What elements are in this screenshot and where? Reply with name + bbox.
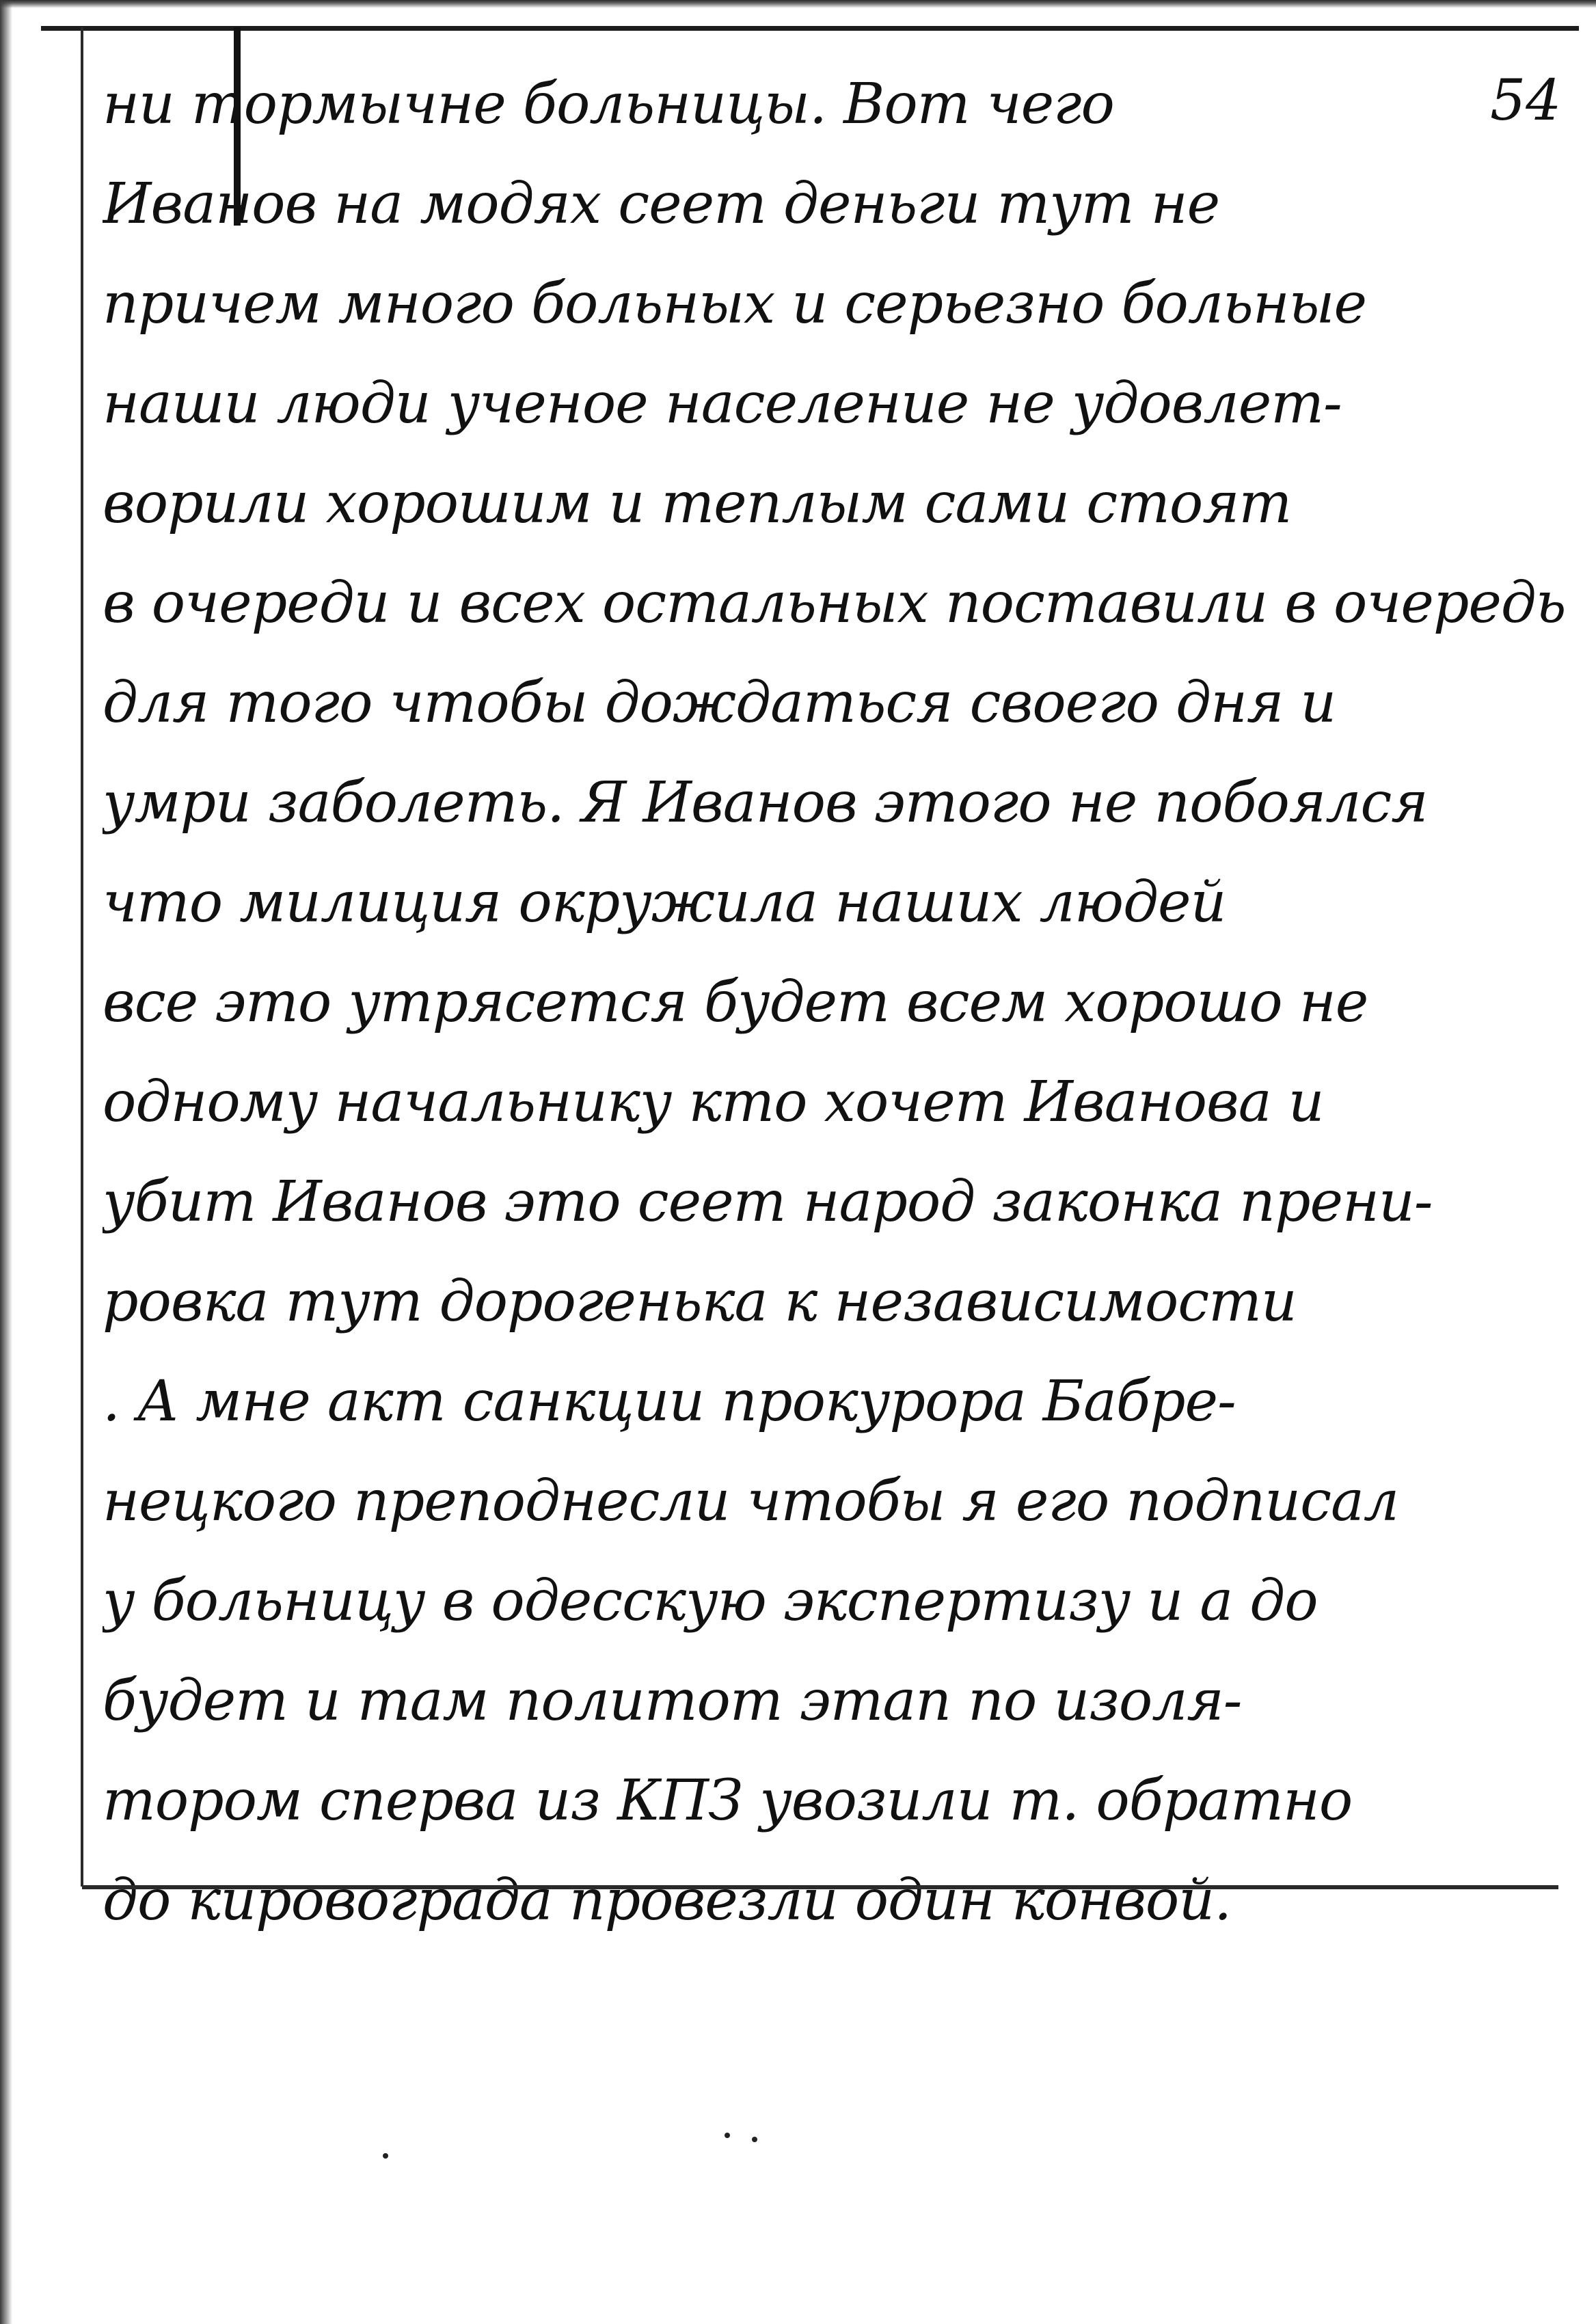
text-line: Иванов на модях сеет деньги тут не: [103, 172, 1220, 237]
text-line: тором сперва из КПЗ увозили т. обратно: [103, 1768, 1353, 1833]
text-line: будет и там политот этап по изоля-: [103, 1668, 1242, 1733]
ink-speck: [725, 2133, 730, 2138]
text-line: нецкого преподнесли чтобы я его подписал: [103, 1469, 1399, 1534]
text-line: до кировограда провезли один конвой.: [103, 1868, 1232, 1933]
margin-line: [81, 27, 83, 1887]
page-left-edge: [0, 0, 12, 2324]
text-line: одному начальнику кто хочет Иванова и: [103, 1070, 1324, 1135]
ink-speck: [383, 2153, 388, 2159]
text-line: все это утрясется будет всем хорошо не: [103, 970, 1368, 1035]
top-rule: [41, 26, 1579, 31]
text-line: для того чтобы дождаться своего дня и: [103, 671, 1336, 735]
page-number: 54: [1490, 68, 1562, 133]
handwritten-text-block: [103, 55, 1579, 1951]
text-line: в очереди и всех остальных поставили в очередь: [103, 571, 1566, 636]
text-line: наши люди ученое население не удовлет-: [103, 371, 1342, 436]
page-top-edge: [0, 0, 1596, 8]
text-line: у больницу в одесскую экспертизу и а до: [103, 1569, 1318, 1634]
text-line: ровка тут дорогенька к независимости: [103, 1269, 1297, 1334]
text-line: ворили хорошим и теплым сами стоят: [103, 471, 1292, 536]
text-line: убит Иванов это сеет народ законка прени-: [103, 1170, 1433, 1234]
text-line: . А мне акт санкции прокурора Бабре-: [103, 1369, 1236, 1434]
ink-speck: [752, 2137, 757, 2142]
bottom-rule: [82, 1885, 1558, 1889]
text-line: умри заболеть. Я Иванов этого не побоялся: [103, 770, 1428, 835]
text-line: что милиция окружила наших людей: [103, 870, 1226, 935]
text-line: ни тормычне больницы. Вот чего: [103, 72, 1114, 137]
text-line: причем много больных и серьезно больные: [103, 271, 1367, 336]
